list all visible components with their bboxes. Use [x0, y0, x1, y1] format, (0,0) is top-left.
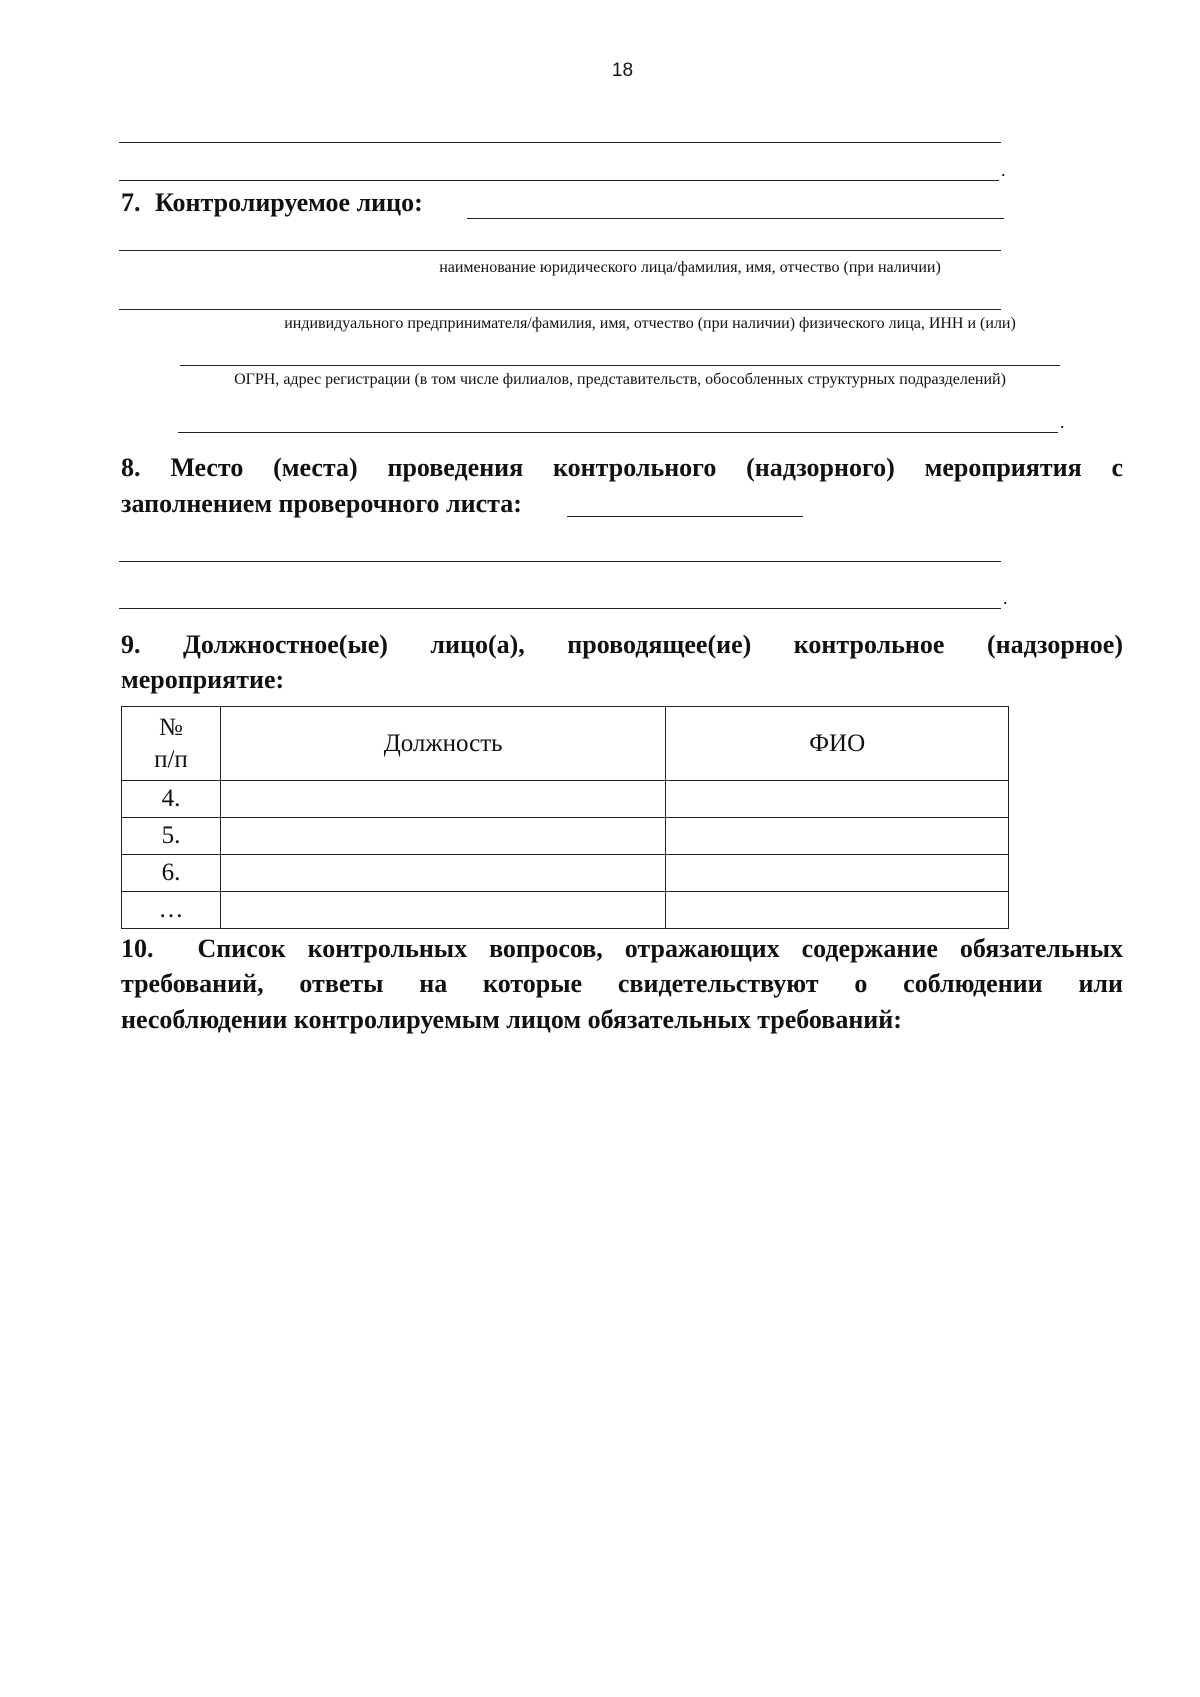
caption-ogrn-address: ОГРН, адрес регистрации (в том числе филиалов, представительств, обособленных структурных подразделений) — [234, 371, 1006, 388]
end-mark: . — [1001, 160, 1006, 180]
fill-line — [467, 218, 1004, 219]
fill-line — [119, 180, 999, 181]
section-7-title: Контролируемое лицо: — [155, 188, 423, 217]
end-mark: . — [1003, 588, 1008, 608]
section-8-line-1: 8. Место (места) проведения контрольного (надзорного) мероприятия с — [121, 453, 1123, 482]
row-full-name-cell — [666, 781, 1009, 818]
row-full-name-cell — [666, 892, 1009, 929]
row-position-cell — [220, 818, 666, 855]
table-row — [122, 781, 1009, 818]
fill-line — [119, 250, 1001, 251]
header-number — [122, 707, 221, 781]
section-10-line-2: требований, ответы на которые свидетельствуют о соблюдении или — [121, 969, 1123, 998]
row-full-name-cell — [666, 818, 1009, 855]
page-number: 18 — [611, 60, 634, 81]
table-row — [122, 892, 1009, 929]
end-mark: . — [1060, 412, 1065, 432]
header-number-pp: п/п — [154, 745, 188, 773]
section-8-line-2: заполнением проверочного листа: — [121, 489, 522, 518]
header-number-sign: № — [159, 713, 183, 741]
officials-table — [121, 706, 1009, 929]
fill-line — [567, 516, 803, 517]
section-7-heading — [121, 185, 423, 220]
row-number: 4. — [122, 781, 221, 818]
header-position: Должность — [220, 707, 666, 781]
section-9-line-2: мероприятие: — [121, 665, 285, 694]
row-number: … — [122, 892, 221, 929]
fill-line — [119, 561, 1001, 562]
header-full-name: ФИО — [666, 707, 1009, 781]
table-header-row — [122, 707, 1009, 781]
fill-line — [119, 142, 1001, 143]
section-7-number: 7. — [121, 188, 141, 217]
section-10-line-3: несоблюдении контролируемым лицом обязательных требований: — [121, 1005, 902, 1034]
row-position-cell — [220, 892, 666, 929]
row-number: 5. — [122, 818, 221, 855]
table-row — [122, 855, 1009, 892]
fill-line — [180, 365, 1060, 366]
table-row — [122, 818, 1009, 855]
row-position-cell — [220, 781, 666, 818]
fill-line — [178, 432, 1058, 433]
fill-line — [119, 309, 1001, 310]
row-number: 6. — [122, 855, 221, 892]
row-full-name-cell — [666, 855, 1009, 892]
caption-individual-entrepreneur: индивидуального предпринимателя/фамилия, имя, отчество (при наличии) физического лица, ИНН и (или) — [284, 315, 1016, 332]
section-10-line-1: 10. Список контрольных вопросов, отражающих содержание обязательных — [121, 934, 1123, 963]
fill-line — [119, 608, 1001, 609]
caption-legal-entity-name: наименование юридического лица/фамилия, имя, отчество (при наличии) — [439, 259, 941, 276]
row-position-cell — [220, 855, 666, 892]
section-9-line-1: 9. Должностное(ые) лицо(а), проводящее(ие) контрольное (надзорное) — [121, 630, 1123, 659]
